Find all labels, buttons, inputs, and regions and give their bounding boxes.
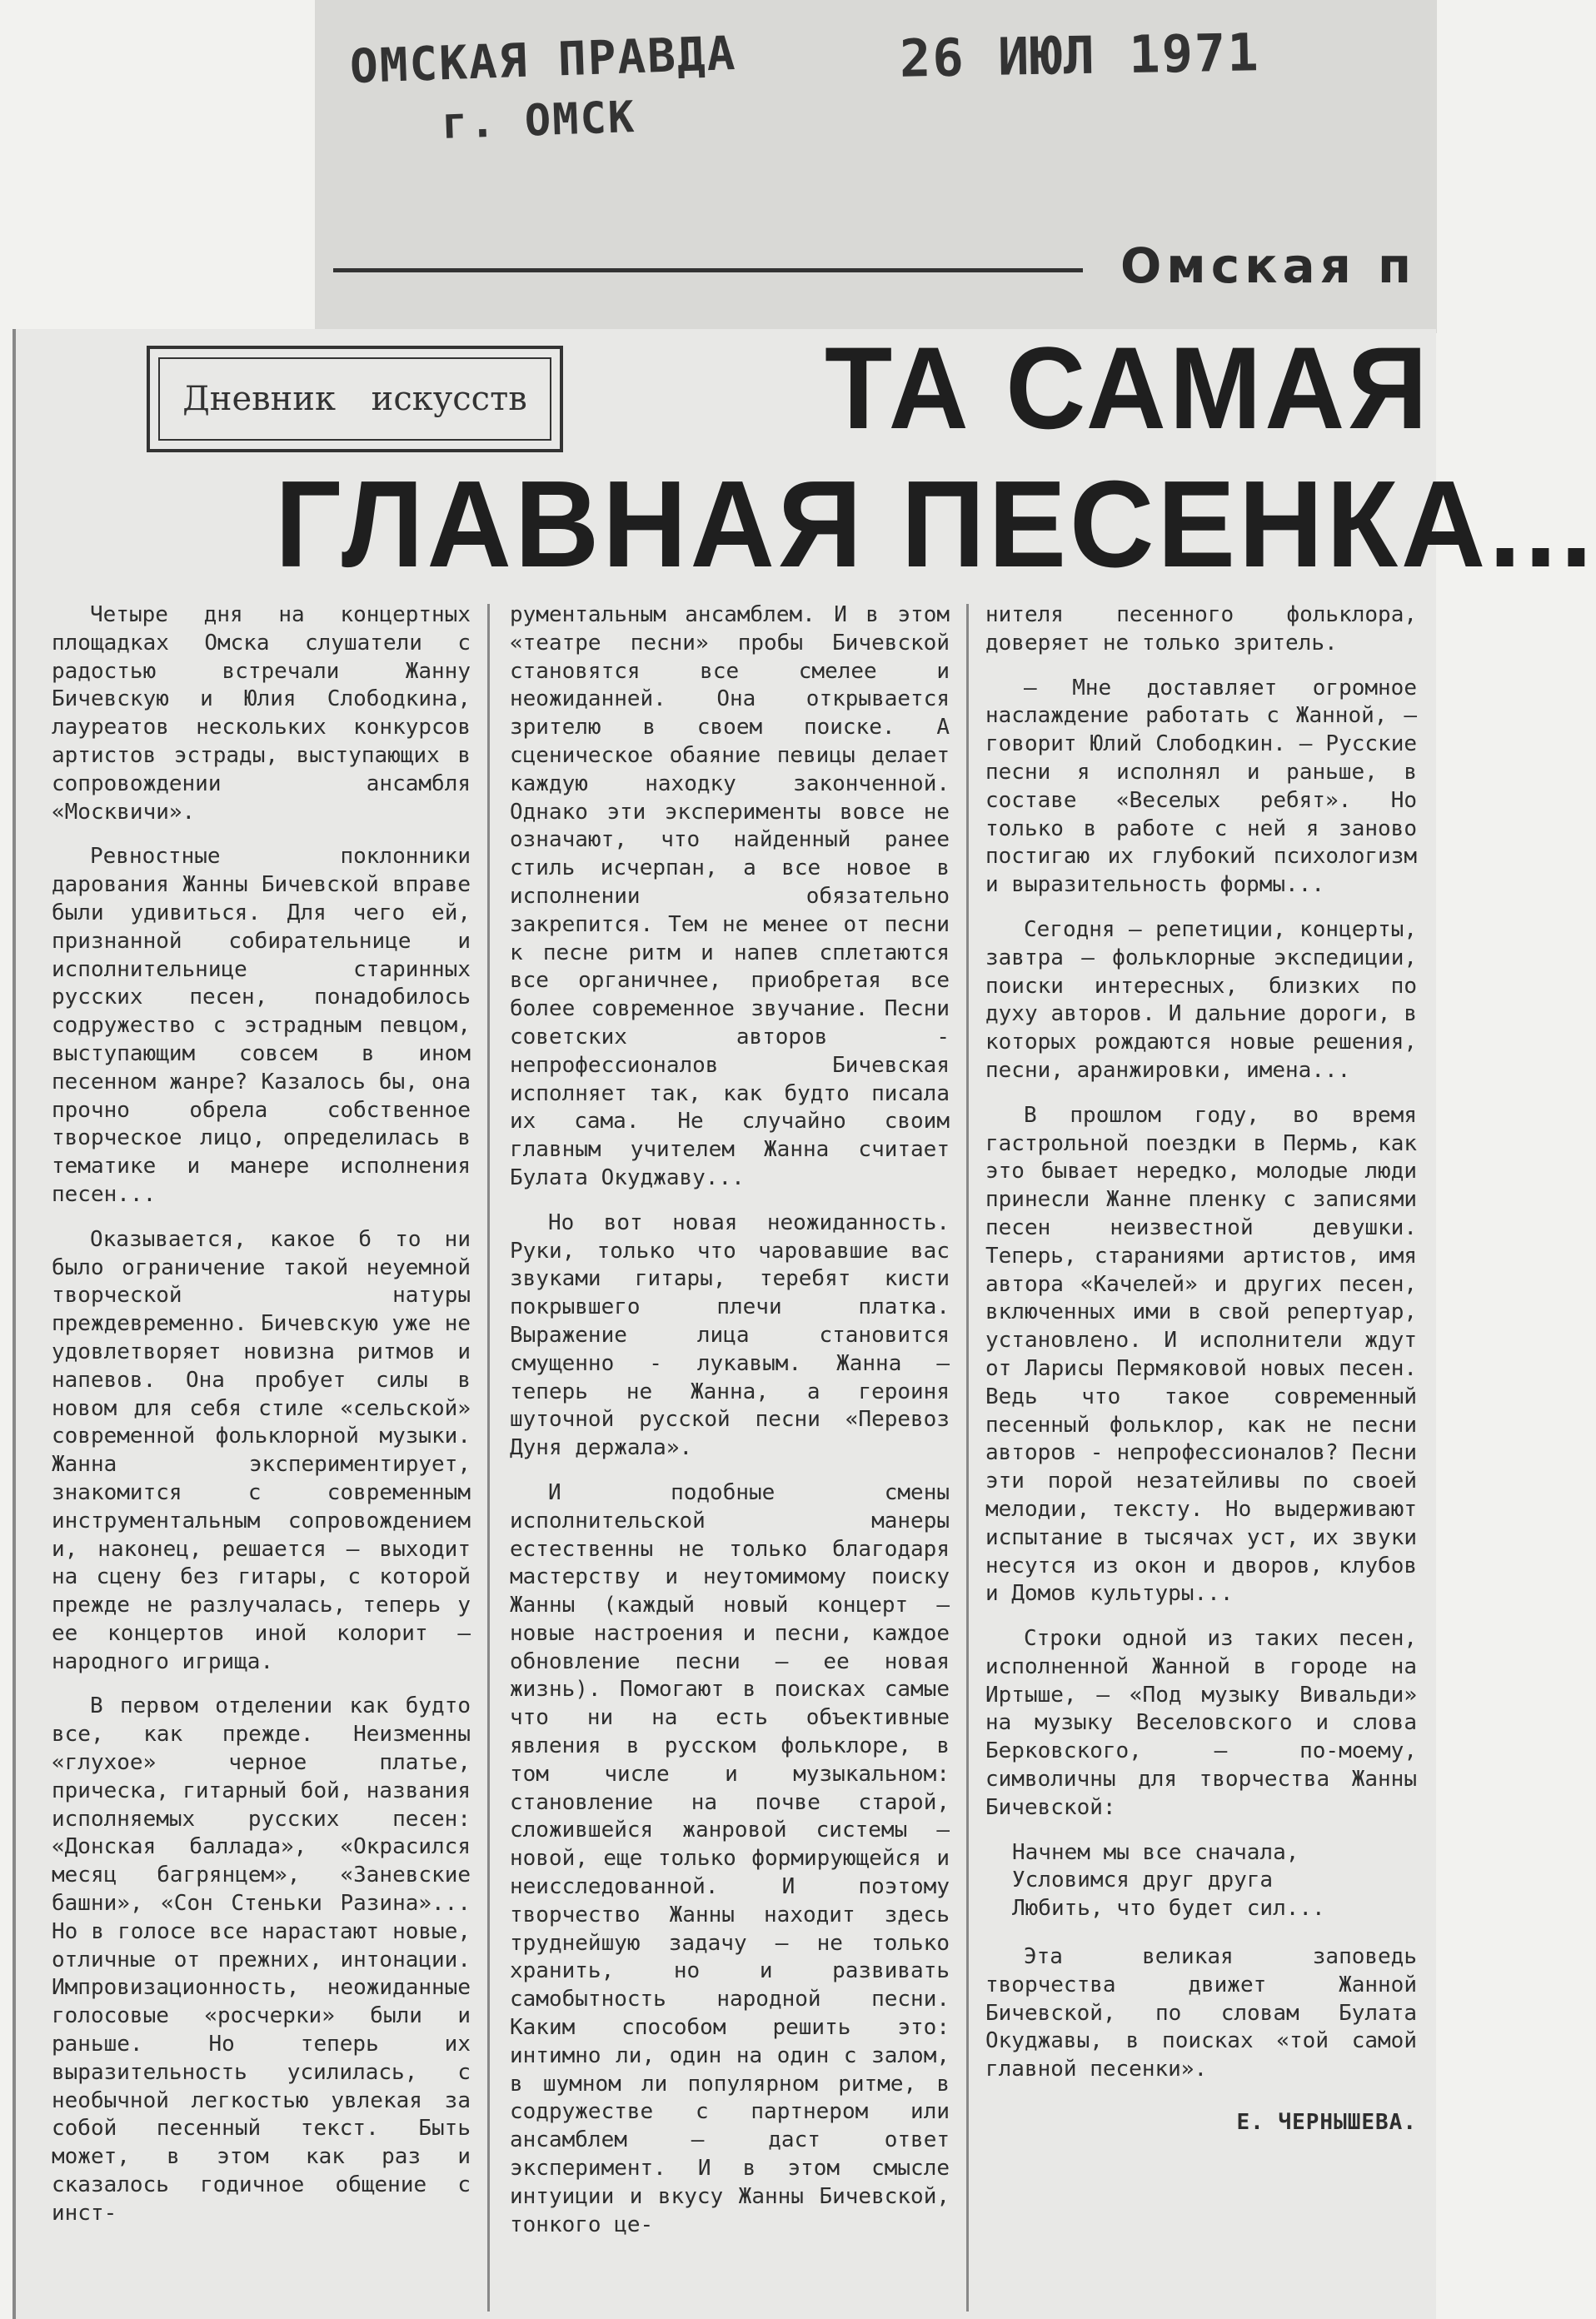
paragraph: Оказывается, какое б то ни было ограничение такой неуемной творческой натуры преждевременно. Бичевскую уже не удовлетворяет новизна ритмов и напевов. Она пробует силы в новом для себя стиле «сельской» современной фольклорной музыки. Жанна экспериментирует, знакомится с современным инструментальным сопровождением и, наконец, решается — выходит на сцену без гитары, с которой прежде не разлучалась, теперь у ее концертов иной колорит — народного игрища.: [52, 1226, 471, 1674]
rubric-box: [147, 346, 563, 452]
article-column-1: [52, 601, 471, 2245]
poem-line: Условимся друг друга: [1012, 1868, 1274, 1893]
rubric-label: Дневник искусств: [158, 357, 551, 441]
stamp-date: 26 ИЮЛ 1971: [899, 22, 1261, 89]
article-column-3: [985, 601, 1417, 2137]
article-column-2: [510, 601, 950, 2256]
paragraph: В прошлом году, во время гастрольной поездки в Пермь, как это бывает нередко, молодые люди принесли Жанне пленку с записями песен неизвестной девушки. Теперь, стараниями артистов, имя автора «Качелей» и других песен, включенных ими в свой репертуар, установлено. И исполнители ждут от Ларисы Пермяковой новых песен. Ведь что такое современный песенный фольклор, как не песни авторов - непрофессионалов? Песни эти порой незатейливы по своей мелодии, тексту. Но выдерживают испытание в тысячах уст, их звуки несутся из окон и дворов, клубов и Домов культуры...: [985, 1102, 1417, 1607]
paragraph: рументальным ансамблем. И в этом «театре песни» пробы Бичевской становятся все смелее и неожиданней. Она открывается зрителю в своем поиске. А сценическое обаяние певицы делает каждую находку законченной. Однако эти эксперименты вовсе не означают, что найденный ранее стиль исчерпан, а все новое в исполнении обязательно закрепится. Тем не менее от песни к песне ритм и напев сплетаются все органичнее, приобретая все более современное звучание. Песни советских авторов - непрофессионалов Бичевская исполняет так, как будто писала их сама. Не случайно своим главным учителем Жанна считает Булата Окуджаву...: [510, 602, 950, 1190]
headline-line-2: ГЛАВНАЯ ПЕСЕНКА...: [275, 456, 1596, 593]
paragraph: — Мне доставляет огромное наслаждение работать с Жанной, — говорит Юлий Слободкин. — Русские песни я исполнял и раньше, в составе «Веселых ребят». Но только в работе с ней я заново постигаю их глубокий психологизм и выразительность формы...: [985, 675, 1417, 898]
paragraph: нителя песенного фольклора, доверяет не только зритель.: [985, 602, 1417, 656]
paragraph: Но вот новая неожиданность. Руки, только что чаровавшие вас звуками гитары, теребят кисти покрывшего плечи платка. Выражение лица становится смущенно - лукавым. Жанна — теперь не Жанна, а героиня шуточной русской песни «Перевоз Дуня держала».: [510, 1209, 950, 1461]
paragraph: Четыре дня на концертных площадках Омска слушатели с радостью встречали Жанну Бичевскую и Юлия Слободкина, лауреатов нескольких конкурсов артистов эстрады, выступающих в сопровождении ансамбля «Москвичи».: [52, 602, 471, 825]
author-signature: Е. ЧЕРНЫШЕВА.: [1236, 2110, 1417, 2136]
paragraph: Эта великая заповедь творчества движет Жанной Бичевской, по словам Булата Окуджавы, в поисках «той самой главной песенки».: [985, 1944, 1417, 2082]
paragraph: Ревностные поклонники дарования Жанны Бичевской вправе были удивиться. Для чего ей, признанной собирательнице и исполнительнице старинных русских песен, понадобилось содружество с эстрадным певцом, выступающим совсем в ином песенном жанре? Казалось бы, она прочно обрела собственное творческое лицо, определилась в тематике и манере исполнения песен...: [52, 844, 471, 1207]
paragraph: Строки одной из таких песен, исполненной Жанной в городе на Иртыше, — «Под музыку Вивальди» на музыку Веселовского и слова Берковского, — по-моему, символичны для творчества Жанны Бичевской:: [985, 1626, 1417, 1820]
stamp-city: г. ОМСК: [441, 92, 637, 150]
headline-line-1: ТА САМАЯ: [825, 322, 1431, 453]
masthead: Омская п: [1120, 237, 1417, 294]
poem-quote: [985, 1839, 1417, 1923]
stamp-newspaper-name: ОМСКАЯ ПРАВДА: [349, 26, 738, 95]
column-divider: [487, 604, 490, 2312]
paragraph: И подобные смены исполнительской манеры естественны не только благодаря мастерству и неутомимому поиску Жанны (каждый новый концерт — новые настроения и песни, каждое обновление песни — ее новая жизнь). Помогают в поисках самые что ни на есть объективные явления в русском фольклоре, в том числе и музыкальном: становление на почве старой, сложившейся жанровой системы — новой, еще только формирующейся и неисследованной. И поэтому творчество Жанны находит здесь труднейшую задачу — не только хранить, но и развивать самобытность народной песни. Каким способом решить это: интимно ли, один на один с залом, в шумном ли популярном ритме, в содружестве с партнером или ансамблем — даст ответ эксперимент. И в этом смысле интуиции и вкусу Жанны Бичевской, тонкого це-: [510, 1479, 950, 2237]
poem-line: Любить, что будет сил...: [1012, 1896, 1325, 1922]
column-divider: [966, 604, 969, 2312]
paragraph: Сегодня — репетиции, концерты, завтра — фольклорные экспедиции, поиски интересных, близких по духу авторов. И дальние дороги, в которых рождаются новые решения, песни, аранжировки, имена...: [985, 916, 1417, 1083]
masthead-rule: [333, 268, 1083, 272]
paragraph: В первом отделении как будто все, как прежде. Неизменны «глухое» черное платье, прическа, гитарный бой, названия исполняемых русских песен: «Донская баллада», «Окрасился месяц багрянцем», «Заневские башни», «Сон Стеньки Разина»... Но в голосе все нарастают новые, отличные от прежних, интонации. Импровизационность, неожиданные голосовые «росчерки» были и раньше. Но теперь их выразительность усилилась, с необычной легкостью увлекая за собой песенный текст. Быть может, в этом как раз и сказалось годичное общение с инст-: [52, 1693, 471, 2226]
poem-line: Начнем мы все сначала,: [1012, 1839, 1299, 1865]
